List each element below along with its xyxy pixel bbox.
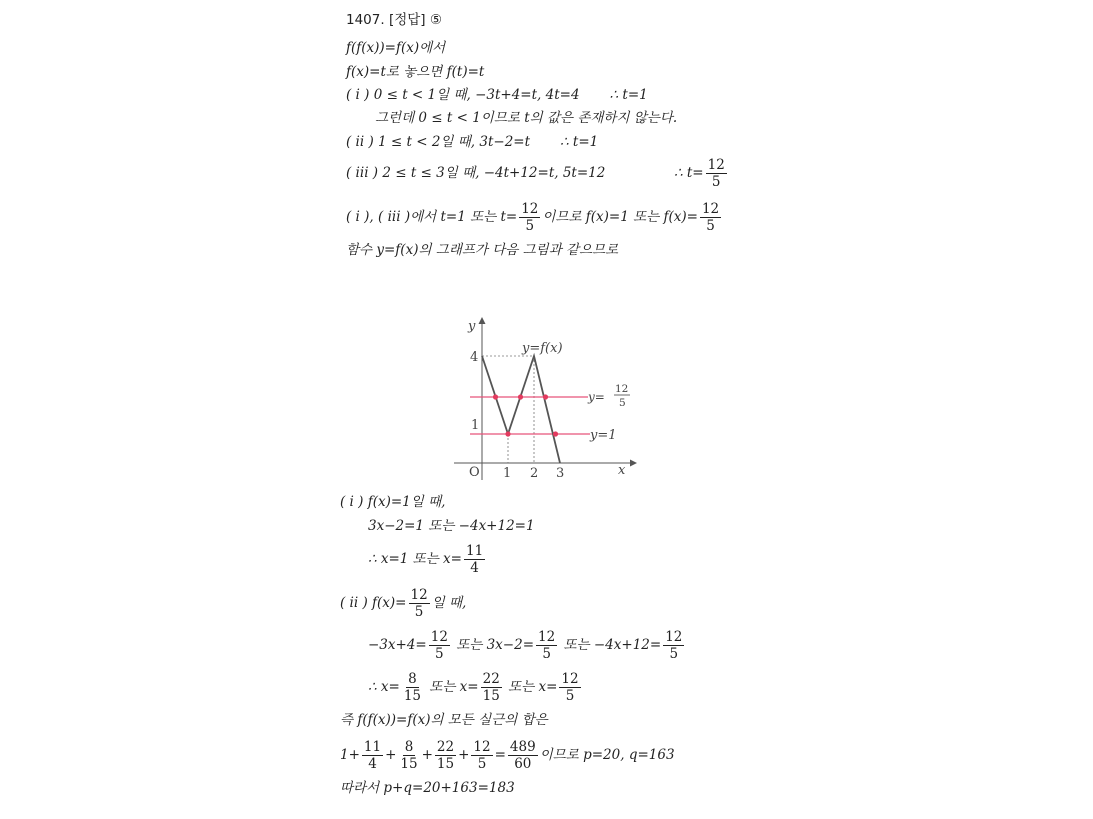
fraction-12-5: $\frac{12}{5}$ (538, 629, 556, 663)
case-2-result: ∴ t=1 (560, 134, 599, 150)
fraction-12-5: $\frac{12}{5}$ (707, 157, 725, 191)
origin-label: O (469, 465, 480, 480)
fraction-489-60: $\frac{489}{60}$ (509, 739, 536, 773)
curve-label: y=f(x) (522, 341, 563, 356)
line-y-12-5-label: y= (588, 390, 605, 404)
line-substitution-2: f(x)=t로 놓으면 f(t)=t (346, 64, 485, 80)
final-answer: 따라서 p+q=20+163=183 (340, 780, 515, 796)
x-tick-3: 3 (556, 466, 565, 481)
line-substitution-1: f(f(x))=f(x)에서 (346, 40, 446, 56)
solve-2-result: ∴ x= $\frac{8}{15}$ 또는 x= $\frac{22}{15}$ 또는 x= $\frac{12}{5}$ (368, 671, 579, 705)
fraction-8-15: $\frac{8}{15}$ (403, 671, 421, 705)
t-values-result (346, 202, 723, 233)
case-1-note: 그런데 0 ≤ t < 1이므로 t의 값은 존재하지 않는다. (375, 110, 678, 126)
fraction-12-5: $\frac{12}{5}$ (701, 201, 720, 235)
x-axis-label: x (618, 463, 626, 478)
solve-1-head: ( i ) f(x)=1일 때, (340, 494, 446, 510)
solve-2-equation: −3x+4= $\frac{12}{5}$ 또는 3x−2= $\frac{12}{5}$ 또는 −4x+12= $\frac{12}{5}$ (368, 629, 683, 663)
fraction-22-15: $\frac{22}{15}$ (436, 739, 455, 773)
problem-header: 1407. [정답] ⑤ (346, 12, 442, 28)
fraction-8-15: $\frac{8}{15}$ (400, 739, 418, 773)
solve-1-result: ∴ x=1 또는 x= $\frac{11}{4}$ (368, 543, 484, 577)
case-2-equation: ( ii ) 1 ≤ t < 2일 때, 3t−2=t (346, 134, 531, 150)
fraction-11-4: $\frac{11}{4}$ (363, 739, 382, 773)
solve-1-equation: 3x−2=1 또는 −4x+12=1 (368, 518, 535, 534)
x-tick-2: 2 (530, 466, 539, 481)
curve-f (482, 356, 560, 463)
x-tick-1: 1 (503, 466, 512, 481)
line-y-1-label: y=1 (590, 428, 617, 443)
fraction-11-4: $\frac{11}{4}$ (465, 543, 484, 577)
point-c (543, 394, 548, 399)
y-axis-label: y (468, 319, 476, 334)
case-3-result: ∴ t= (674, 164, 704, 181)
case-3-equation: ( iii ) 2 ≤ t ≤ 3일 때, −4t+12=t, 5t=12 (346, 164, 606, 181)
function-graph (450, 312, 640, 482)
fraction-22-15: $\frac{22}{15}$ (482, 671, 500, 705)
point-d (505, 431, 510, 436)
case-1 (346, 89, 648, 103)
sum-calculation: 1+ $\frac{11}{4}$ + $\frac{8}{15}$ + $\frac{22}{15}$ + $\frac{12}{5}$ = $\frac{489}{60}$ 이므로 p=20, q=163 (340, 739, 675, 773)
fraction-12-5: $\frac{12}{5}$ (430, 629, 448, 663)
fraction-12-5: $\frac{12}{5}$ (561, 671, 579, 705)
point-e (553, 431, 558, 436)
fraction-12-5: $\frac{12}{5}$ (410, 587, 428, 621)
solve-2-head: ( ii ) f(x)= $\frac{12}{5}$ 일 때, (340, 587, 467, 621)
y-tick-1: 1 (471, 418, 480, 433)
line-y-12-5-den: 5 (619, 397, 626, 409)
sum-heading: 즉 f(f(x))=f(x)의 모든 실근의 합은 (340, 712, 548, 728)
fraction-12-5: $\frac{12}{5}$ (473, 739, 491, 773)
fraction-12-5: $\frac{12}{5}$ (521, 201, 539, 235)
point-a (493, 394, 498, 399)
f-values-text: 이므로 f(x)=1 또는 f(x)= (542, 208, 698, 225)
fraction-12-5: $\frac{12}{5}$ (665, 629, 683, 663)
case-3 (346, 158, 729, 189)
y-axis-arrow (479, 317, 486, 324)
y-tick-4: 4 (470, 350, 479, 365)
point-b (518, 394, 523, 399)
t-values-text: ( i ), ( iii )에서 t=1 또는 t= (346, 208, 518, 225)
case-1-result: ∴ t=1 (609, 87, 648, 103)
graph-intro: 함수 y=f(x)의 그래프가 다음 그림과 같으므로 (346, 242, 619, 258)
case-2 (346, 136, 598, 150)
line-y-12-5-num: 12 (615, 383, 629, 395)
x-axis-arrow (630, 460, 637, 467)
case-1-equation: ( i ) 0 ≤ t < 1일 때, −3t+4=t, 4t=4 (346, 87, 580, 103)
